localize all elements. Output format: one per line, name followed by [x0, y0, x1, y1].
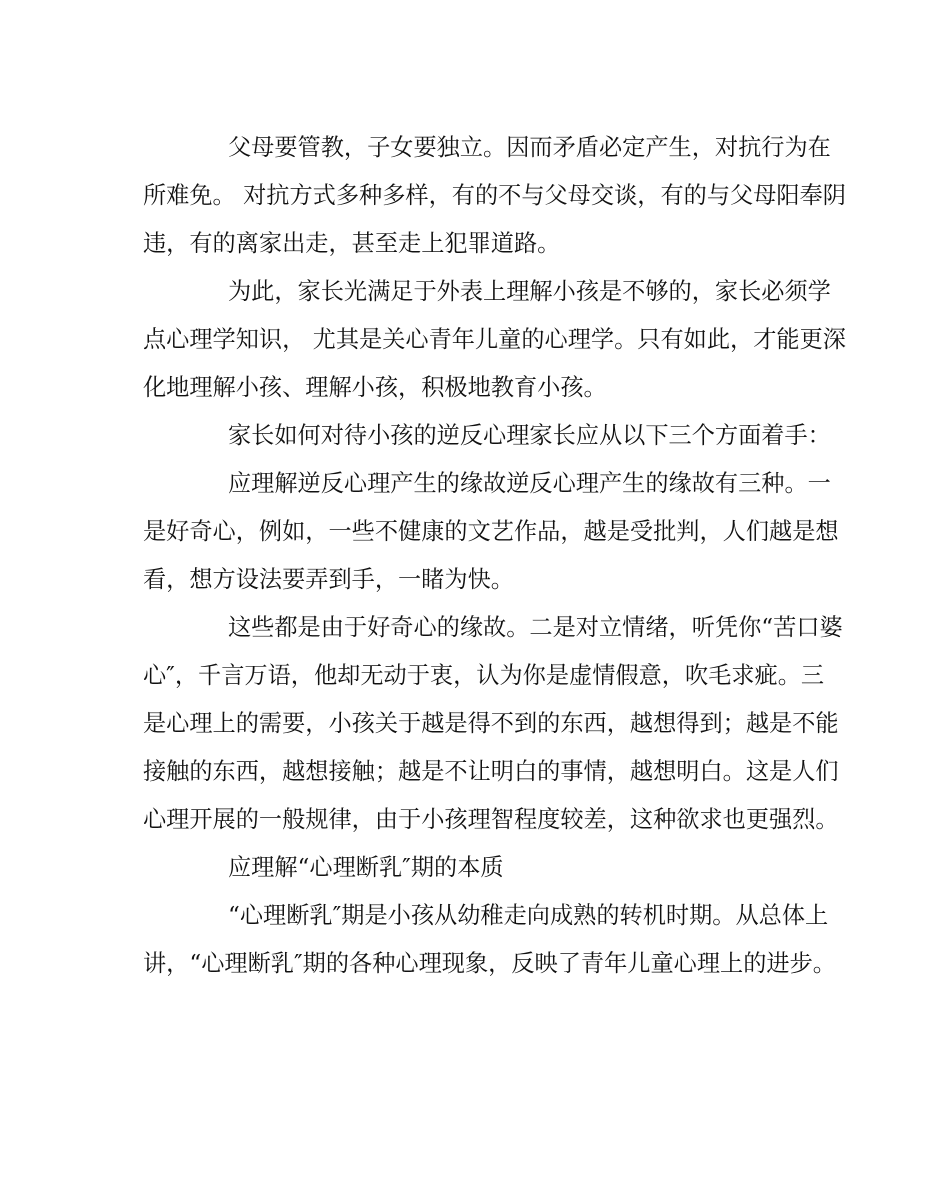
section-heading: 应理解“心理断乳″期的本质 [228, 854, 504, 881]
paragraph-line: 是好奇心，例如，一些不健康的文艺作品，越是受批判，人们越是想 [143, 518, 839, 545]
paragraph-line: 化地理解小孩、理解小孩，积极地教育小孩。 [143, 374, 607, 401]
paragraph-line: 接触的东西，越想接触；越是不让明白的事情，越想明白。这是人们 [143, 758, 839, 785]
paragraph-line: 父母要管教，子女要独立。因而矛盾必定产生，对抗行为在 [228, 134, 831, 161]
paragraph-line: 点心理学知识， 尤其是关心青年儿童的心理学。只有如此，才能更深 [143, 326, 846, 353]
paragraph-line: “心理断乳″期是小孩从幼稚走向成熟的转机时期。从总体上 [228, 902, 829, 929]
paragraph-line: 是心理上的需要，小孩关于越是得不到的东西，越想得到；越是不能 [143, 710, 839, 737]
paragraph-line: 应理解逆反心理产生的缘故逆反心理产生的缘故有三种。一 [228, 470, 831, 497]
paragraph-line: 心″，千言万语，他却无动于衷，认为你是虚情假意，吹毛求疵。三 [143, 662, 825, 689]
paragraph-line: 违，有的离家出走，甚至走上犯罪道路。 [143, 230, 561, 257]
paragraph-line: 为此，家长光满足于外表上理解小孩是不够的，家长必须学 [228, 278, 831, 305]
paragraph-line: 家长如何对待小孩的逆反心理家长应从以下三个方面着手： [228, 422, 831, 449]
paragraph-line: 这些都是由于好奇心的缘故。二是对立情绪，听凭你“苦口婆 [228, 614, 843, 641]
paragraph-line: 所难免。 对抗方式多种多样，有的不与父母交谈，有的与父母阳奉阴 [143, 182, 846, 209]
paragraph-line: 心理开展的一般规律，由于小孩理智程度较差，这种欲求也更强烈。 [143, 806, 839, 833]
paragraph-line: 讲，“心理断乳″期的各种心理现象，反映了青年儿童心理上的进步。 [143, 950, 836, 977]
paragraph-line: 看，想方设法要弄到手，一睹为快。 [143, 566, 514, 593]
